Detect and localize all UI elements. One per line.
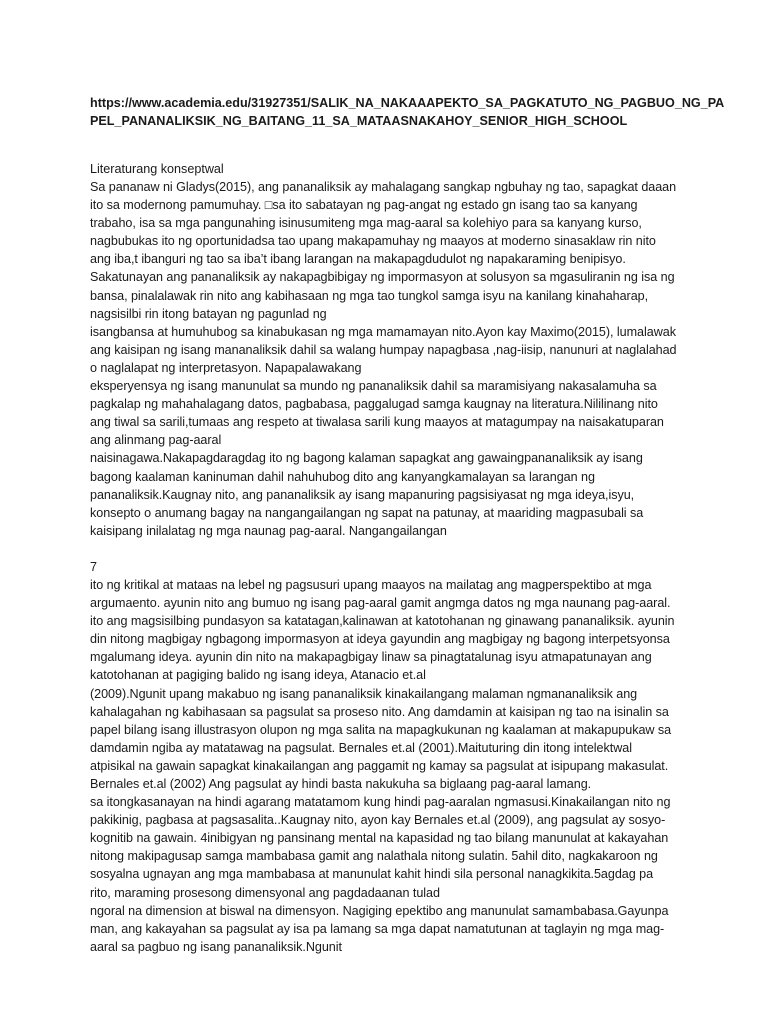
text-line: sa itongkasanayan na hindi agarang matatamom kung hindi pag-aaralan ngmasusi.Kinakailangan nito ng [90, 795, 671, 810]
text-line: ngoral na dimension at biswal na dimensyon. Nagiging epektibo ang manunulat samambabasa.Gayunpa [90, 903, 669, 918]
text-line: isangbansa at humuhubog sa kinabukasan ng mga mamamayan nito.Ayon kay Maximo(2015), lumalawak [90, 324, 676, 339]
text-line: nagsisilbi rin itong batayan ng pagunlad ng [90, 306, 327, 321]
text-line: trabaho, isa sa mga pangunahing isinusumiteng mga mag-aaral sa kolehiyo para sa kanyang kurso, [90, 216, 642, 231]
source-url[interactable] [90, 94, 730, 130]
text-line: ang iba,t ibanguri ng tao sa iba’t ibang larangan na makapagdudulot ng napakaraming benipisyo. [90, 252, 626, 267]
text-line: papel bilang isang illustrasyon olupon ng mga salita na mapagkukunan ng kaalaman at makapupukaw sa [90, 722, 672, 737]
text-line: ito ang magsisilbing pundasyon sa katatagan,kalinawan at katotohanan ng ginawang pananaliksik. ayunin [90, 614, 675, 629]
text-line: ang kaisipan ng isang mananaliksik dahil sa walang humpay napagbasa ,nag-iisip, nanunuri at naglalahad [90, 342, 677, 357]
text-line: Bernales et.al (2002) Ang pagsulat ay hindi basta nakukuha sa biglaang pag-aaral lamang. [90, 777, 592, 791]
text-line: eksperyensya ng isang manunulat sa mundo ng pananaliksik dahil sa maramisiyang nakasalamuha sa [90, 379, 657, 394]
text-line: bagong kaalaman kaninuman dahil nahuhubog dito ang kanyangkamalayan sa larangan ng [90, 469, 595, 484]
text-line: ang tiwal sa sarili,tumaas ang respeto at tiwalasa sarili kung maayos at matagumpay na naisakatuparan [90, 415, 664, 430]
paragraph-section-2 [90, 576, 730, 956]
text-line: ito ng kritikal at mataas na lebel ng pagsusuri upang maayos na mailatag ang magperspektibo at mga [90, 577, 652, 592]
text-line: atpisikal na gawain sapagkat kinakailangan ang paggamit ng kamay sa pagsulat at isipupang makasulat. [90, 758, 669, 773]
text-line: din nitong magbigay ngbagong impormasyon at ideya gayundin ang magbigay ng bagong interpetsyonsa [90, 632, 670, 647]
text-line: man, ang kakayahan sa pagsulat ay isa pa lamang sa mga dapat namatutunan at taglayin ng mga mag- [90, 921, 665, 936]
text-line: katotohanan at pagiging balido ng isang ideya, Atanacio et.al [90, 668, 426, 683]
text-line: kaisipang inilalatag ng mga naunag pag-aaral. Nangangailangan [90, 523, 447, 538]
text-line: pananaliksik.Kaugnay nito, ang pananaliksik ay isang mapanuring pagsisiyasat ng mga ideya,isyu, [90, 487, 635, 502]
section-heading: Literaturang konseptwal [90, 162, 224, 176]
text-line: rito, maraming prosesong dimensyonal ang pagdadaanan tulad [90, 885, 440, 900]
text-line: aaral sa pagbuo ng isang pananaliksik.Ngunit [90, 939, 342, 954]
text-line: argumaento. ayunin nito ang bumuo ng isang pag-aaral gamit angmga datos ng mga naunang pag-aaral. [90, 596, 671, 611]
text-line: ang alinmang pag-aaral [90, 433, 222, 448]
source-url-line-2[interactable]: PEL_PANANALIKSIK_NG_BAITANG_11_SA_MATAASNAKAHOY_SENIOR_HIGH_SCHOOL [90, 114, 628, 128]
text-line: kognitib na gawain. 4inibigyan ng pansinang mental na kapasidad ng tao bilang manunulat at kakayahan [90, 831, 669, 846]
text-line: pakikinig, pagbasa at pagsasalita..Kaugnay nito, ayon kay Bernales et.al (2009), ang pagsulat ay sosyo- [90, 813, 666, 828]
text-line: Sa pananaw ni Gladys(2015), ang pananaliksik ay mahalagang sangkap ngbuhay ng tao, sapagkat daaan [90, 180, 677, 194]
text-line: naisinagawa.Nakapagdaragdag ito ng bagong kalaman sapagkat ang gawaingpananaliksik ay isang [90, 451, 643, 466]
text-line: Sakatunayan ang pananaliksik ay nakapagbibigay ng impormasyon at solusyon sa mgasuliranin ng isa ng [90, 270, 675, 285]
text-line: mgalumang ideya. ayunin din nito na makapagbigay linaw sa pinagtatalunag isyu atmapatunayan ang [90, 650, 652, 665]
text-line: o naglalapat ng interpretasyon. Napapalawakang [90, 360, 362, 375]
text-line: nagbubukas ito ng oportunidadsa tao upang makapamuhay ng maayos at moderno sinasaklaw rin nito [90, 234, 656, 249]
text-line: bansa, pinalalawak rin nito ang kabihasaan ng mga tao tungkol samga isyu na kanilang kinahaharap, [90, 288, 649, 303]
page-number: 7 [90, 559, 97, 574]
document-page [90, 94, 730, 956]
text-line: damdamin ngiba ay matatawag na pagsulat. Bernales et.al (2001).Maituturing din itong intelektwal [90, 740, 632, 755]
text-line: sosyalna ugnayan ang mga mambabasa at manunulat kahit hindi sila personal nanagkikita.5agdag pa [90, 867, 654, 882]
source-url-line-1[interactable]: https://www.academia.edu/31927351/SALIK_NA_NAKAAAPEKTO_SA_PAGKATUTO_NG_PAGBUO_NG_PA [90, 96, 725, 110]
paragraph-section-1 [90, 178, 730, 540]
text-line: nitong makipagusap samga mambabasa gamit ang nalathala nitong sulatin. 5ahil dito, nagkakaroon ng [90, 849, 658, 864]
text-line: ito sa modernong pamumuhay. □sa ito sabatayan ng pag-angat ng estado gn isang tao sa kanyang [90, 198, 638, 213]
text-line: kahalagahan ng kabihasaan sa pagsulat sa proseso nito. Ang damdamin at kaisipan ng tao na isinalin sa [90, 704, 669, 719]
text-line: (2009).Ngunit upang makabuo ng isang pananaliksik kinakailangang malaman ngmananaliksik ang [90, 686, 638, 701]
text-line: konsepto o anumang bagay na nangangailangan ng sapat na patunay, at maariding magpasubali sa [90, 505, 644, 520]
text-line: pagkalap ng mahahalagang datos, pagbabasa, paggalugad samga kaugnay na literatura.Nililinang nito [90, 397, 658, 412]
